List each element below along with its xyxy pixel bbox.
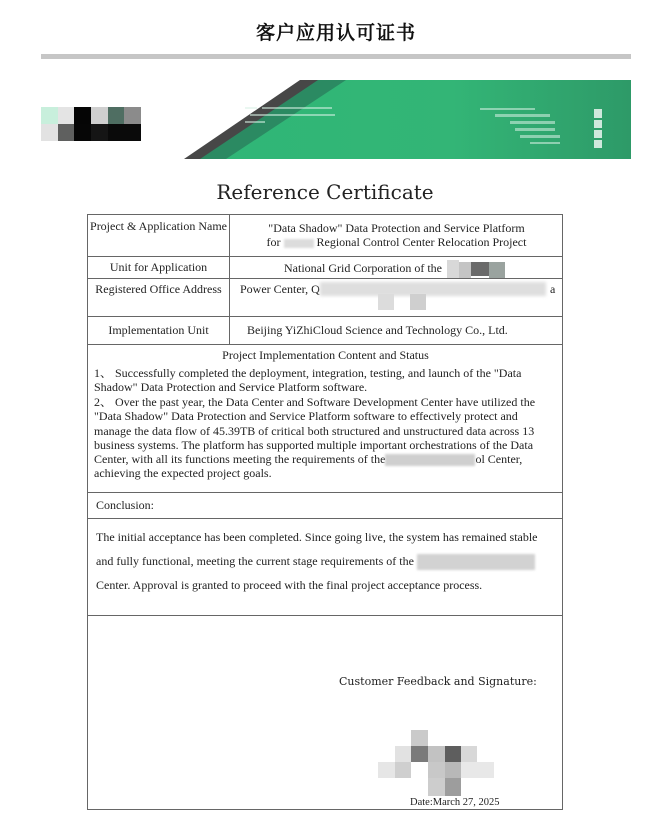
table-row-divider: [87, 615, 563, 616]
project-name-line2: [230, 235, 563, 249]
page-title: 客户应用认可证书: [255, 22, 416, 44]
project-name-suffix: Regional Control Center Relocation Project: [316, 235, 527, 249]
unit-for-application-label: Unit for Application: [109, 260, 208, 274]
content-item-1: 1、 Successfully completed the deployment, integration, testing, and launch of the "Data Shadow" Data Protection and Service Platform software.: [94, 366, 522, 395]
conclusion-text-part1: The initial acceptance has been completed. Since going live, the system has remained stable and fully functional, meeting the current stage requirements of the: [96, 530, 538, 568]
redacted-region: [385, 454, 475, 466]
redacted-region: [447, 260, 509, 278]
registered-office-label: Registered Office Address: [95, 282, 222, 296]
signature-date: Date:March 27, 2025: [410, 797, 500, 808]
content-item-2-tail: ol Center, achieving the expected project goals.: [94, 452, 523, 481]
registered-office-tail: a: [550, 282, 556, 296]
conclusion-label: Conclusion:: [96, 498, 155, 512]
signature-label: Customer Feedback and Signature:: [339, 675, 537, 688]
content-item-2: [94, 395, 556, 481]
redacted-region: [284, 239, 314, 248]
project-name-prefix: for: [266, 235, 281, 249]
conclusion-text: [96, 525, 551, 597]
unit-for-application-value: [230, 260, 563, 278]
table-row-divider: [87, 278, 563, 279]
redacted-region: [378, 294, 394, 310]
implementation-unit-value: Beijing YiZhiCloud Science and Technology Co., Ltd.: [247, 323, 508, 337]
content-item-2-text: 2、 Over the past year, the Data Center and Software Development Center have utilized the "Data Shadow" Data Protection and Service Platform software to effectively protect and manage the data flow of 45.39TB of critical both structured and unstructured data across 13 business systems. The platform has supported multiple important orchestrations of the Data Center, with all its functions meeting the requirements of the: [94, 395, 536, 467]
implementation-unit-label: Implementation Unit: [108, 323, 209, 337]
table-row-divider: [87, 316, 563, 317]
certificate-title: Reference Certificate: [216, 180, 434, 204]
project-name-label: Project & Application Name: [90, 219, 227, 233]
table-row-divider: [87, 256, 563, 257]
header-divider: [41, 54, 631, 59]
project-name-line1: "Data Shadow" Data Protection and Service Platform: [268, 221, 525, 235]
redacted-region: [410, 294, 426, 310]
project-name-value: [230, 221, 563, 249]
table-row-divider: [87, 518, 563, 519]
section-heading: Project Implementation Content and Status: [222, 348, 429, 362]
table-row-divider: [87, 344, 563, 345]
redacted-region: [417, 554, 535, 570]
conclusion-text-part2: Center. Approval is granted to proceed with the final project acceptance process.: [96, 578, 483, 592]
redacted-region: [320, 282, 546, 296]
certificate-table: [87, 214, 563, 810]
signature-redacted-icon: [378, 730, 498, 796]
unit-for-application-text: National Grid Corporation of the: [284, 260, 442, 275]
table-row-divider: [87, 492, 563, 493]
header-banner: [0, 78, 672, 162]
registered-office-text: Power Center, Q: [240, 282, 320, 296]
